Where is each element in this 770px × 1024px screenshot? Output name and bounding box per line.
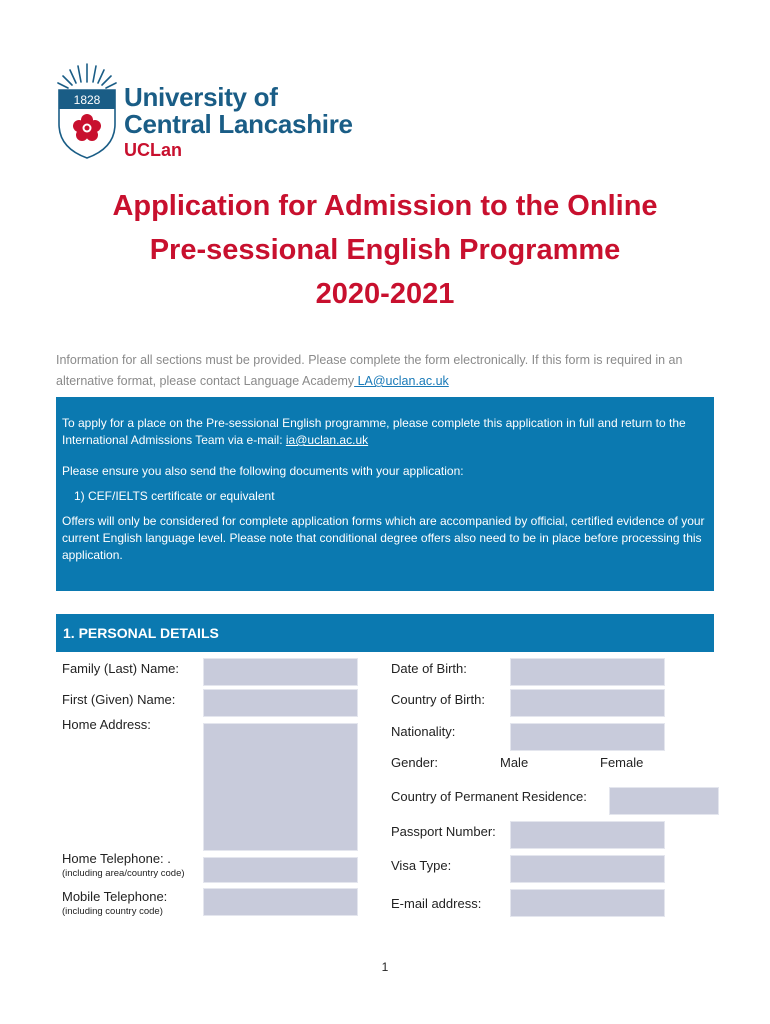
- intro-paragraph: Information for all sections must be provided. Please complete the form electronically. If this form is required in an alternative format, please contact Language Academy: [56, 353, 683, 388]
- home-address-field[interactable]: [203, 723, 358, 851]
- nationality-label: Nationality:: [391, 724, 456, 739]
- mobile-telephone-hint: (including country code): [62, 906, 163, 917]
- home-telephone-field[interactable]: [203, 857, 358, 883]
- university-name-line2: Central Lancashire: [124, 109, 353, 139]
- country-of-residence-label: Country of Permanent Residence:: [391, 789, 587, 804]
- passport-number-field[interactable]: [510, 821, 665, 849]
- first-name-field[interactable]: [203, 689, 358, 717]
- page-title: [0, 184, 770, 316]
- page-number: 1: [381, 960, 389, 974]
- home-address-label: Home Address:: [62, 717, 151, 732]
- date-of-birth-field[interactable]: [510, 658, 665, 686]
- family-name-label: Family (Last) Name:: [62, 661, 180, 676]
- home-telephone-label: Home Telephone: .: [62, 851, 171, 866]
- section-header-personal-details: 1. PERSONAL DETAILS: [56, 614, 714, 652]
- country-of-birth-field[interactable]: [510, 689, 665, 717]
- title-year: 2020-2021: [315, 278, 455, 310]
- logo-year: 1828: [73, 93, 101, 107]
- mobile-telephone-label: Mobile Telephone:: [62, 889, 168, 904]
- gender-female-option[interactable]: Female: [600, 755, 644, 770]
- university-logo-shield: [56, 62, 118, 160]
- instructions-paragraph-1: [62, 415, 708, 449]
- home-telephone-hint: (including area/country code): [62, 868, 185, 879]
- passport-number-label: Passport Number:: [391, 824, 496, 839]
- instructions-box: [56, 397, 714, 591]
- required-document-item: 1) CEF/IELTS certificate or equivalent: [74, 489, 275, 503]
- university-name-line1: University of: [124, 82, 278, 112]
- gender-male-option[interactable]: Male: [500, 755, 529, 770]
- instructions-paragraph-3: Offers will only be considered for complete application forms which are accompanied by official, certified evidence of your current English language level. Please note that conditional degree offers also need to be in place before processing this application.: [62, 514, 705, 562]
- title-line2: Pre-sessional English Programme: [149, 234, 621, 266]
- visa-type-label: Visa Type:: [391, 858, 452, 873]
- university-short-name: UCLan: [124, 140, 182, 160]
- date-of-birth-label: Date of Birth:: [391, 661, 467, 676]
- visa-type-field[interactable]: [510, 855, 665, 883]
- admissions-email-link[interactable]: ia@uclan.ac.uk: [285, 433, 369, 447]
- family-name-field[interactable]: [203, 658, 358, 686]
- first-name-label: First (Given) Name:: [62, 692, 176, 707]
- language-academy-email-link[interactable]: LA@uclan.ac.uk: [354, 374, 449, 388]
- country-of-birth-label: Country of Birth:: [391, 692, 485, 707]
- gender-label: Gender:: [391, 755, 438, 770]
- instructions-paragraph-2: Please ensure you also send the following documents with your application:: [62, 464, 464, 478]
- instructions-text-1: To apply for a place on the Pre-sessional English programme, please complete this application in full and return to the International Admissions Team via e-mail:: [62, 416, 686, 447]
- mobile-telephone-field[interactable]: [203, 888, 358, 916]
- university-name: [124, 84, 353, 138]
- email-address-field[interactable]: [510, 889, 665, 917]
- nationality-field[interactable]: [510, 723, 665, 751]
- email-address-label: E-mail address:: [391, 896, 482, 911]
- intro-text: [56, 350, 716, 392]
- country-of-residence-field[interactable]: [609, 787, 719, 815]
- title-line1: Application for Admission to the Online: [112, 190, 658, 222]
